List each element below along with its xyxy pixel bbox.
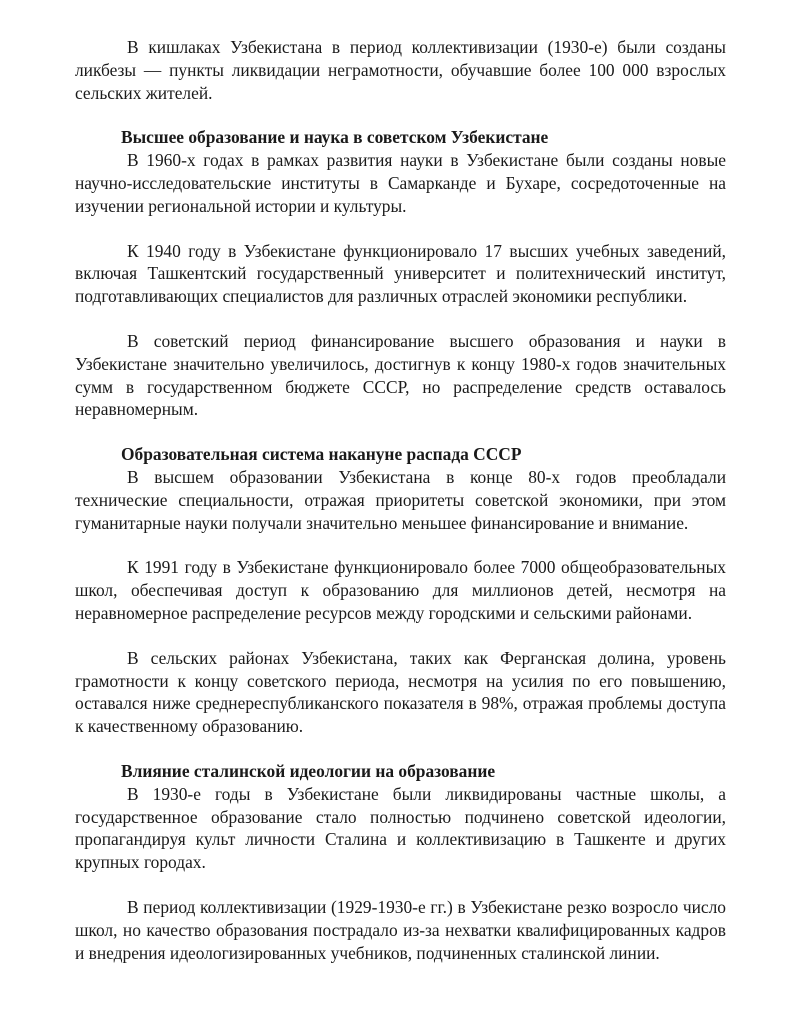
section-heading-higher-education: Высшее образование и наука в советском Узбекистане: [121, 127, 549, 148]
paragraph-universities-1940: К 1940 году в Узбекистане функционировало 17 высших учебных заведений, включая Ташкентский государственный университет и политехнический институт, подготавливающих специалистов для различных отраслей экономики республики.: [75, 240, 726, 307]
section-heading-pre-collapse: Образовательная система накануне распада СССР: [121, 444, 522, 465]
document-page: [75, 36, 726, 964]
paragraph-rural-literacy: В кишлаках Узбекистана в период коллективизации (1930-е) были созданы ликбезы — пункты ликвидации неграмотности, обучавшие более 100 000 взрослых сельских жителей.: [75, 37, 726, 103]
paragraph-research-institutes: В 1960-х годах в рамках развития науки в Узбекистане были созданы новые научно-исследовательские институты в Самарканде и Бухаре, сосредоточенные на изучении региональной истории и культуры.: [75, 150, 726, 216]
paragraph-fergana-literacy: В сельских районах Узбекистана, таких как Ферганская долина, уровень грамотности к концу советского периода, несмотря на усилия по его повышению, оставался ниже среднереспубликанского показателя в 98%, отражая проблемы доступа к качественному образованию.: [75, 647, 726, 737]
paragraph-schools-1991: К 1991 году в Узбекистане функционировало более 7000 общеобразовательных школ, обеспечивая доступ к образованию для миллионов детей, несмотря на неравномерное распределение ресурсов между городскими и сельскими районами.: [75, 557, 726, 623]
section-heading-stalinist-ideology: Влияние сталинской идеологии на образование: [121, 760, 496, 781]
paragraph-collectivization-schools: В период коллективизации (1929-1930-е гг.) в Узбекистане резко возросло число школ, но качество образования пострадало из-за нехватки квалифицированных кадров и внедрения идеологизированных учебников, подчиненных сталинской линии.: [75, 896, 726, 963]
paragraph-funding: В советский период финансирование высшего образования и науки в Узбекистане значительно увеличилось, достигнув к концу 1980-х годов значительных сумм в государственном бюджете СССР, но распределение средств оставалось неравномерным.: [75, 330, 726, 420]
paragraph-private-schools: В 1930-е годы в Узбекистане были ликвидированы частные школы, а государственное образование стало полностью подчинено советской идеологии, пропагандируя культ личности Сталина и коллективизацию в Ташкенте и других крупных городах.: [75, 783, 726, 873]
paragraph-technical-specialties: В высшем образовании Узбекистана в конце 80-х годов преобладали технические специальности, отражая приоритеты советской экономики, при этом гуманитарные науки получали значительно меньшее финансирование и внимание.: [75, 466, 726, 533]
